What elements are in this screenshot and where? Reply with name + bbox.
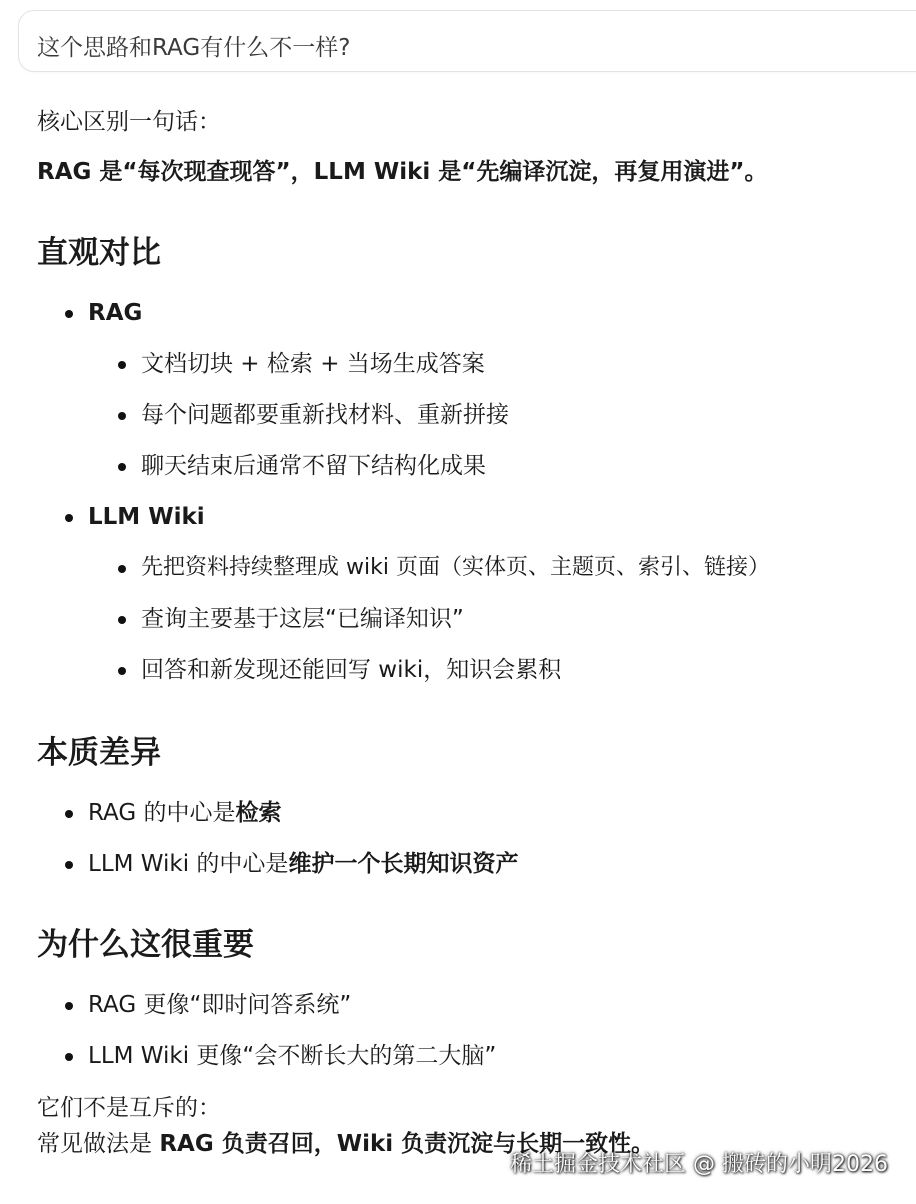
user-question-text: 这个思路和RAG有什么不一样? bbox=[37, 35, 351, 61]
list-item-llm-wiki: LLM Wiki bbox=[88, 504, 205, 530]
list-item-rag-center bbox=[88, 798, 282, 828]
list-subitem: 查询主要基于这层“已编译知识” bbox=[141, 606, 464, 632]
bullet-dot bbox=[118, 463, 126, 471]
bullet-dot bbox=[118, 667, 126, 675]
list-subitem: 每个问题都要重新找材料、重新拼接 bbox=[141, 402, 509, 428]
bullet-dot bbox=[118, 616, 126, 624]
summary-text: RAG 是“每次现查现答”，LLM Wiki 是“先编译沉淀，再复用演进”。 bbox=[37, 159, 768, 185]
item-prefix: LLM Wiki 的中心是 bbox=[88, 851, 289, 877]
bullet-dot bbox=[65, 310, 73, 318]
bullet-dot bbox=[65, 514, 73, 522]
list-item-rag: RAG bbox=[88, 300, 143, 326]
section-heading-essence: 本质差异 bbox=[37, 735, 161, 771]
closing-emphasis: RAG 负责召回，Wiki 负责沉淀与长期一致性。 bbox=[159, 1131, 655, 1157]
closing-label: 它们不是互斥的： bbox=[37, 1095, 221, 1121]
item-emphasis: 检索 bbox=[235, 800, 282, 826]
user-question-bubble bbox=[18, 10, 916, 72]
bullet-dot bbox=[118, 361, 126, 369]
bullet-dot bbox=[118, 565, 126, 573]
list-subitem: 文档切块 + 检索 + 当场生成答案 bbox=[141, 351, 485, 377]
watermark: 稀土掘金技术社区 @ 搬砖的小明2026 bbox=[510, 1152, 888, 1177]
bullet-dot bbox=[65, 810, 73, 818]
item-prefix: RAG 的中心是 bbox=[88, 800, 236, 826]
bullet-dot bbox=[118, 412, 126, 420]
list-subitem: 先把资料持续整理成 wiki 页面（实体页、主题页、索引、链接） bbox=[141, 555, 770, 580]
list-item: RAG 更像“即时问答系统” bbox=[88, 992, 352, 1018]
bullet-dot bbox=[65, 1053, 73, 1061]
list-item-wiki-center bbox=[88, 849, 518, 879]
bullet-dot bbox=[65, 861, 73, 869]
intro-label: 核心区别一句话： bbox=[37, 109, 221, 135]
closing-prefix: 常见做法是 bbox=[37, 1131, 160, 1157]
section-heading-comparison: 直观对比 bbox=[37, 235, 161, 271]
list-subitem: 聊天结束后通常不留下结构化成果 bbox=[141, 453, 486, 479]
item-emphasis: 维护一个长期知识资产 bbox=[288, 851, 519, 877]
bullet-dot bbox=[65, 1002, 73, 1010]
list-item: LLM Wiki 更像“会不断长大的第二大脑” bbox=[88, 1043, 497, 1069]
list-subitem: 回答和新发现还能回写 wiki，知识会累积 bbox=[141, 657, 562, 683]
section-heading-why: 为什么这很重要 bbox=[37, 927, 254, 963]
